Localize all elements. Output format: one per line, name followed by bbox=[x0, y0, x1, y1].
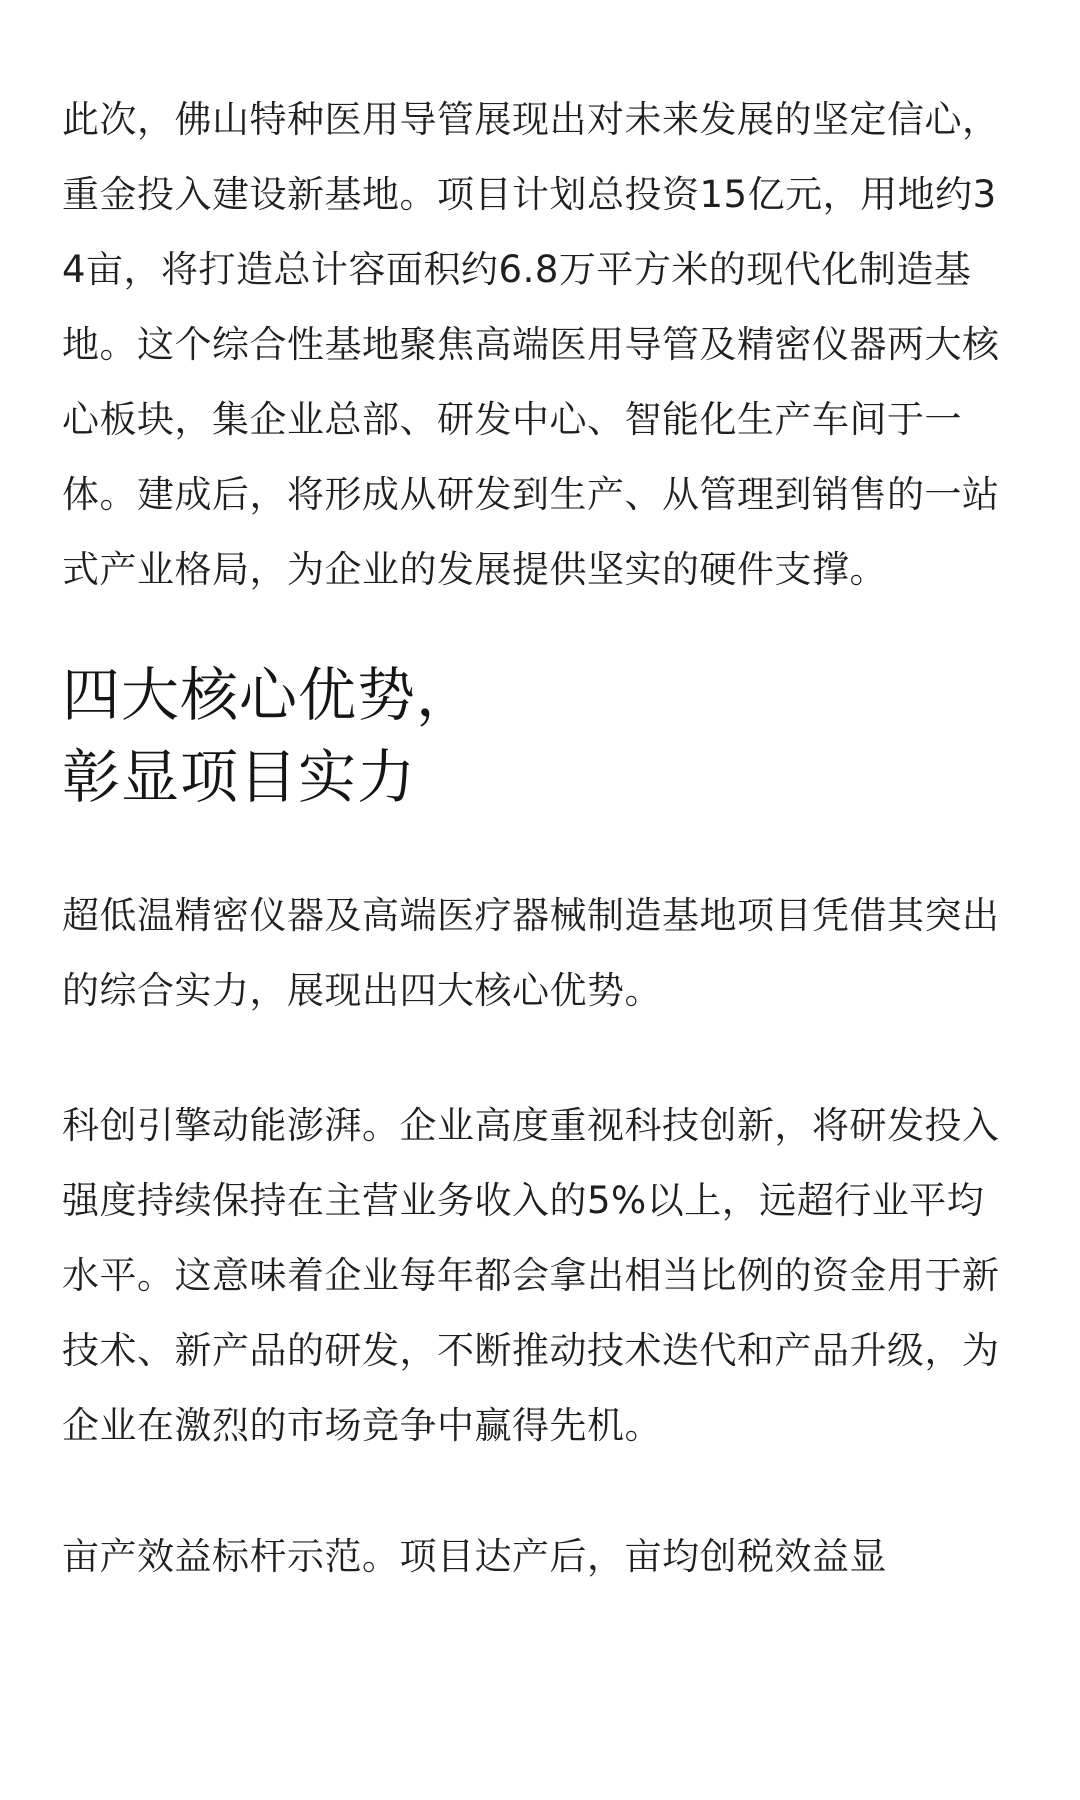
yield-paragraph: 亩产效益标杆示范。项目达产后，亩均创税效益显 bbox=[62, 1535, 887, 1578]
rd-paragraph: 科创引擎动能澎湃。企业高度重视科技创新，将研发投入强度持续保持在主营业务收入的5%以上，远超行业平均水平。这意味着企业每年都会拿出相当比例的资金用于新技术、新产品的研发，不断推动技术迭代和产品升级，为企业在激烈的市场竞争中赢得先机。 bbox=[62, 1104, 1000, 1447]
lead-paragraph: 超低温精密仪器及高端医疗器械制造基地项目凭借其突出的综合实力，展现出四大核心优势。 bbox=[62, 894, 1000, 1012]
section-heading-line-2: 彰显项目实力 bbox=[62, 743, 417, 811]
section-heading-line-1: 四大核心优势， bbox=[62, 661, 476, 729]
intro-paragraph: 此次，佛山特种医用导管展现出对未来发展的坚定信心，重金投入建设新基地。项目计划总投资15亿元，用地约34亩，将打造总计容面积约6.8万平方米的现代化制造基地。这个综合性基地聚焦高端医用导管及精密仪器两大核心板块，集企业总部、研发中心、智能化生产车间于一体。建成后，将形成从研发到生产、从管理到销售的一站式产业格局，为企业的发展提供坚实的硬件支撑。 bbox=[62, 98, 1000, 591]
section-heading bbox=[62, 654, 1018, 818]
